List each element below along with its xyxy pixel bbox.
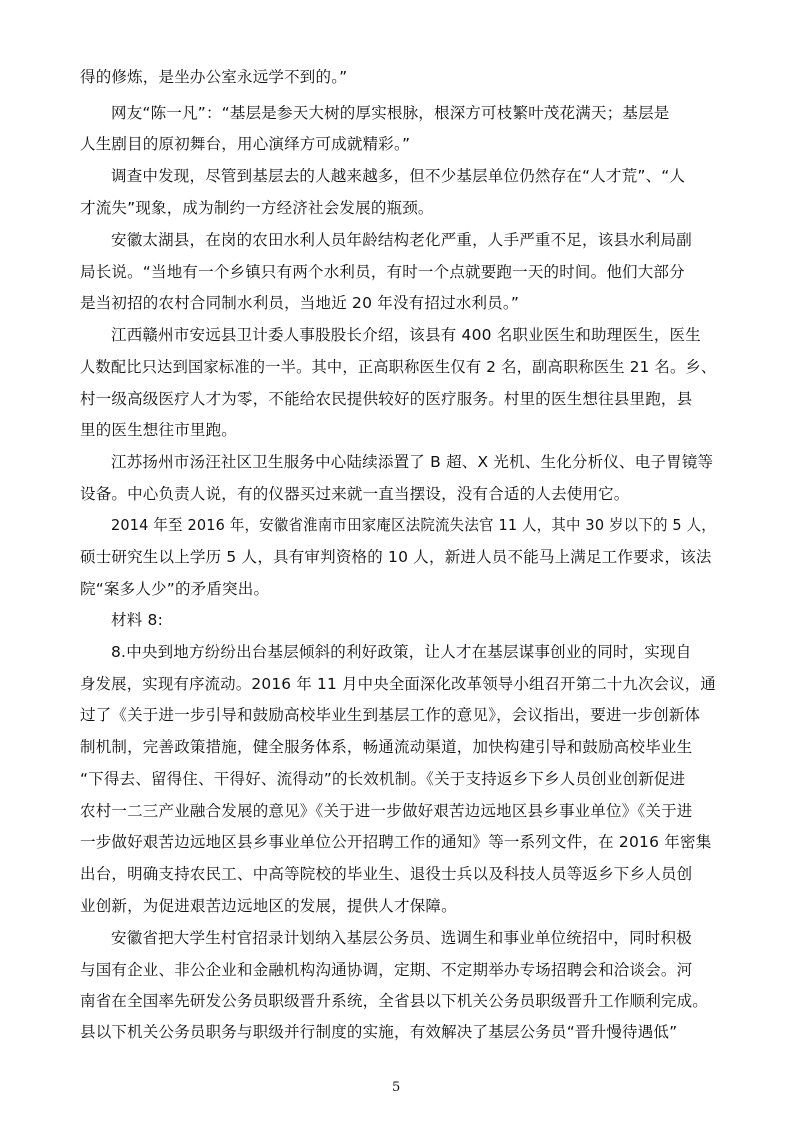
text-line: 与国有企业、非公企业和金融机构沟通协调，定期、不定期举办专场招聘会和洽谈会。河 <box>80 961 693 979</box>
text-line: 业创新，为促进艰苦边远地区的发展，提供人才保障。 <box>80 897 457 915</box>
text-line: 安徽省把大学生村官招录计划纳入基层公务员、选调生和事业单位统招中，同时积极 <box>111 929 692 947</box>
text-line: 安徽太湖县，在岗的农田水利人员年龄结构老化严重，人手严重不足，该县水利局副 <box>111 231 692 249</box>
text-line: 调查中发现，尽管到基层去的人越来越多，但不少基层单位仍然存在“人才荒”、“人 <box>111 167 686 185</box>
text-line: 出台，明确支持农民工、中高等院校的毕业生、退役士兵以及科技人员等返乡下乡人员创 <box>80 865 693 883</box>
text-line: 里的医生想往市里跑。 <box>80 421 238 439</box>
text-line: 8.中央到地方纷纷出台基层倾斜的利好政策，让人才在基层谋事创业的同时，实现自 <box>111 643 692 661</box>
text-line: 过了《关于进一步引导和鼓励高校毕业生到基层工作的意见》，会议指出，要进一步创新体 <box>80 706 701 724</box>
text-line: 一步做好艰苦边远地区县乡事业单位公开招聘工作的通知》等一系列文件，在 2016 年密集 <box>80 833 712 851</box>
text-line: 县以下机关公务员职务与职级并行制度的实施，有效解决了基层公务员“晋升慢待遇低” <box>80 1023 678 1041</box>
text-line: “下得去、留得住、干得好、流得动”的长效机制。《关于支持返乡下乡人员创业创新促进 <box>80 770 686 788</box>
text-line: 网友“陈一凡”：“基层是参天大树的厚实根脉，根深方可枝繁叶茂花满天；基层是 <box>111 104 670 122</box>
text-line: 是当初招的农村合同制水利员，当地近 20 年没有招过水利员。” <box>80 294 520 312</box>
section-heading: 材料 8: <box>111 611 164 629</box>
text-line: 得的修炼，是坐办公室永远学不到的。” <box>80 68 348 86</box>
text-line: 农村一二三产业融合发展的意见》《关于进一步做好艰苦边远地区县乡事业单位》《关于进 <box>80 802 693 820</box>
text-line: 局长说。“当地有一个乡镇只有两个水利员，有时一个点就要跑一天的时间。他们大部分 <box>80 263 685 281</box>
text-line: 设备。中心负责人说，有的仪器买过来就一直当摆设，没有合适的人去使用它。 <box>80 485 630 503</box>
text-line: 江苏扬州市汤汪社区卫生服务中心陆续添置了 B 超、X 光机、生化分析仪、电子胃镜等 <box>111 453 714 471</box>
text-line: 身发展，实现有序流动。2016 年 11 月中央全面深化改革领导小组召开第二十九次会议，通 <box>80 675 716 693</box>
text-line: 村一级高级医疗人才为零，不能给农民提供较好的医疗服务。村里的医生想往县里跑，县 <box>80 390 693 408</box>
text-line: 才流失”现象，成为制约一方经济社会发展的瓶颈。 <box>80 199 434 217</box>
text-line: 院“案多人少”的矛盾突出。 <box>80 580 270 598</box>
text-line: 人生剧目的原初舞台，用心演绎方可成就精彩。” <box>80 135 411 153</box>
text-line: 2014 年至 2016 年，安徽省淮南市田家庵区法院流失法官 11 人，其中 30 岁以下的 5 人， <box>111 516 716 534</box>
text-line: 南省在全国率先研发公务员职级晋升系统，全省县以下机关公务员职级晋升工作顺利完成。 <box>80 992 709 1010</box>
text-line: 人数配比只达到国家标准的一半。其中，正高职称医生仅有 2 名，副高职称医生 21 名。乡、 <box>80 358 717 376</box>
page-number: 5 <box>392 1080 401 1095</box>
text-line: 硕士研究生以上学历 5 人，具有审判资格的 10 人，新进人员不能马上满足工作要求，该法 <box>80 548 712 566</box>
text-line: 制机制，完善政策措施，健全服务体系，畅通流动渠道，加快构建引导和鼓励高校毕业生 <box>80 738 693 756</box>
text-line: 江西赣州市安远县卫计委人事股股长介绍，该县有 400 名职业医生和助理医生，医生 <box>111 326 701 344</box>
